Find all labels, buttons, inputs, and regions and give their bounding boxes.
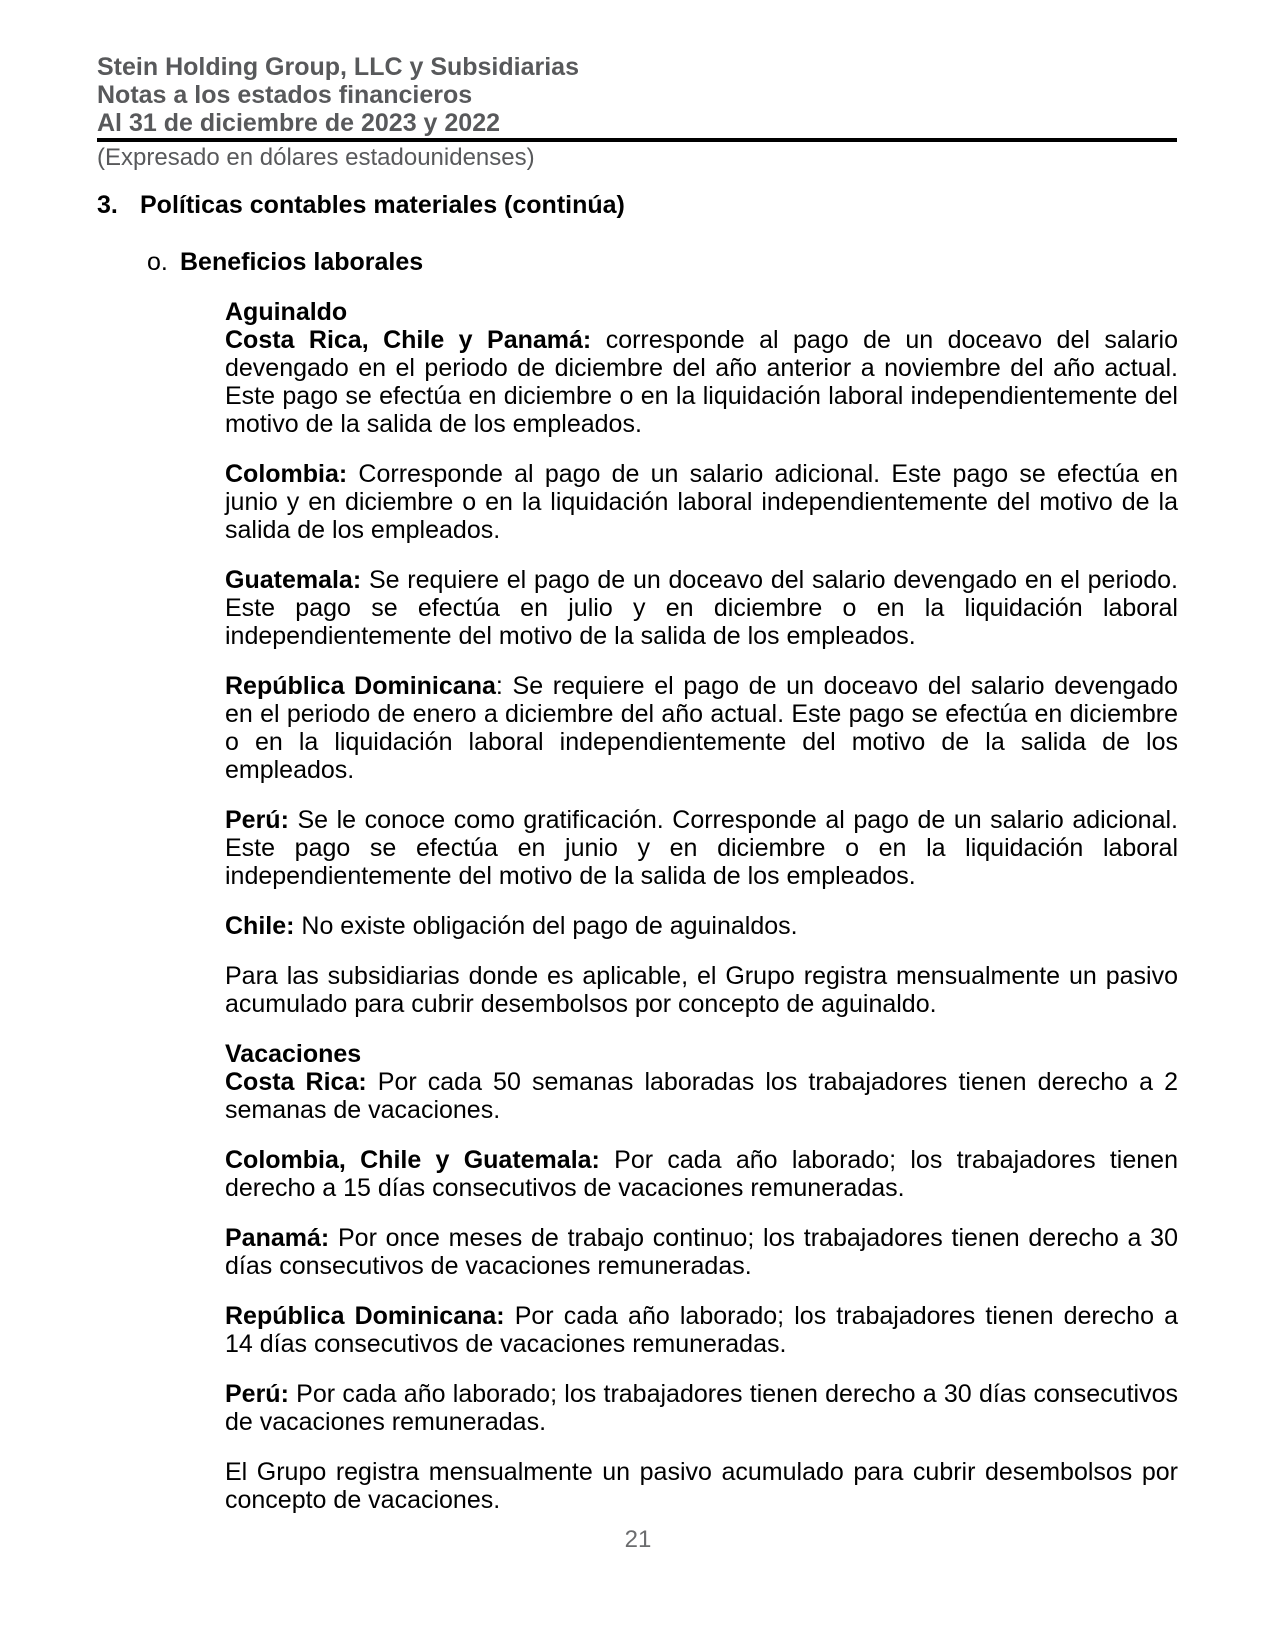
content-block: [225, 962, 1178, 1018]
content-block: [225, 1040, 1178, 1124]
paragraph-text: Por cada 50 semanas laboradas los trabajadores tienen derecho a 2 semanas de vacaciones.: [225, 1068, 1178, 1124]
paragraph-text: : Se requiere el pago de un doceavo del salario devengado en el periodo de enero a diciembre del año actual. Este pago se efectúa en diciembre o en la liquidación laboral independientemente del motivo de la salida de los empleados.: [225, 672, 1178, 784]
paragraph: [225, 1146, 1178, 1202]
paragraph: [225, 672, 1178, 784]
page-number: 21: [624, 1526, 652, 1553]
block-subheading: Aguinaldo: [225, 298, 348, 326]
paragraph-text: Por cada año laborado; los trabajadores tienen derecho a 30 días consecutivos de vacaciones remuneradas.: [225, 1380, 1178, 1436]
subsection-marker: o.: [147, 248, 168, 276]
section-number: 3.: [97, 191, 118, 219]
report-date: Al 31 de diciembre de 2023 y 2022: [97, 109, 501, 137]
paragraph-lead: Colombia, Chile y Guatemala:: [225, 1146, 615, 1174]
content-block: [225, 460, 1178, 544]
paragraph-text: Corresponde al pago de un salario adicional. Este pago se efectúa en junio y en diciembre o en la liquidación laboral independientemente del motivo de la salida de los empleados.: [225, 460, 1178, 544]
content-block: [225, 1302, 1178, 1358]
section-heading: [97, 191, 1177, 219]
paragraph-lead: República Dominicana: [225, 672, 496, 700]
paragraph-text: Por cada año laborado; los trabajadores tienen derecho a 15 días consecutivos de vacaciones remuneradas.: [225, 1146, 1178, 1202]
content-block: [225, 298, 1178, 438]
content-block: [225, 1224, 1178, 1280]
paragraph-text: Se requiere el pago de un doceavo del salario devengado en el periodo. Este pago se efectúa en julio y en diciembre o en la liquidación laboral independientemente del motivo de la salida de los empleados.: [225, 566, 1178, 650]
paragraph-lead: Guatemala:: [225, 566, 369, 594]
content-block: [225, 566, 1178, 650]
paragraph-lead: República Dominicana:: [225, 1302, 515, 1330]
paragraph-text: Se le conoce como gratificación. Corresponde al pago de un salario adicional. Este pago se efectúa en junio y en diciembre o en la liquidación laboral independientemente del motivo de la salida de los empleados.: [225, 806, 1178, 890]
subsection-title: Beneficios laborales: [180, 248, 424, 276]
paragraph: [225, 1224, 1178, 1280]
content-block: [225, 912, 1178, 940]
paragraph: [225, 566, 1178, 650]
paragraph-lead: Costa Rica, Chile y Panamá:: [225, 326, 606, 354]
paragraph: [225, 1380, 1178, 1436]
paragraph-text: El Grupo registra mensualmente un pasivo acumulado para cubrir desembolsos por concepto de vacaciones.: [225, 1458, 1178, 1514]
paragraph: [225, 962, 1178, 1018]
block-subheading: Vacaciones: [225, 1040, 362, 1068]
content-block: [225, 806, 1178, 890]
document-title: Notas a los estados financieros: [97, 81, 473, 109]
paragraph: [225, 1068, 1178, 1124]
paragraph: [225, 806, 1178, 890]
paragraph-lead: Perú:: [225, 1380, 297, 1408]
paragraph-text: corresponde al pago de un doceavo del salario devengado en el periodo de diciembre del año anterior a noviembre del año actual. Este pago se efectúa en diciembre o en la liquidación laboral independientemente del motivo de la salida de los empleados.: [225, 326, 1178, 438]
paragraph-lead: Colombia:: [225, 460, 359, 488]
page-header: [97, 53, 1177, 142]
company-name: Stein Holding Group, LLC y Subsidiarias: [97, 53, 579, 81]
content-block: [225, 1380, 1178, 1436]
content-block: [225, 1146, 1178, 1202]
paragraph-text: No existe obligación del pago de aguinaldos.: [301, 912, 798, 940]
section-title: Políticas contables materiales (continúa): [140, 191, 625, 219]
paragraph: [225, 1458, 1178, 1514]
subsection-heading: [147, 248, 1177, 276]
paragraph: [225, 326, 1178, 438]
content-block: [225, 1458, 1178, 1514]
paragraph: [225, 912, 1178, 940]
paragraph-text: Por once meses de trabajo continuo; los trabajadores tienen derecho a 30 días consecutivos de vacaciones remuneradas.: [225, 1224, 1178, 1280]
content-block: [225, 672, 1178, 784]
paragraph-lead: Panamá:: [225, 1224, 338, 1252]
paragraph-text: Para las subsidiarias donde es aplicable, el Grupo registra mensualmente un pasivo acumulado para cubrir desembolsos por concepto de aguinaldo.: [225, 962, 1178, 1018]
paragraph: [225, 1302, 1178, 1358]
paragraph-lead: Chile:: [225, 912, 302, 940]
note-content: [225, 298, 1178, 1514]
paragraph-lead: Perú:: [225, 806, 298, 834]
paragraph-lead: Costa Rica:: [225, 1068, 378, 1096]
paragraph-text: Por cada año laborado; los trabajadores tienen derecho a 14 días consecutivos de vacaciones remuneradas.: [225, 1302, 1178, 1358]
currency-note: (Expresado en dólares estadounidenses): [97, 144, 535, 171]
paragraph: [225, 460, 1178, 544]
